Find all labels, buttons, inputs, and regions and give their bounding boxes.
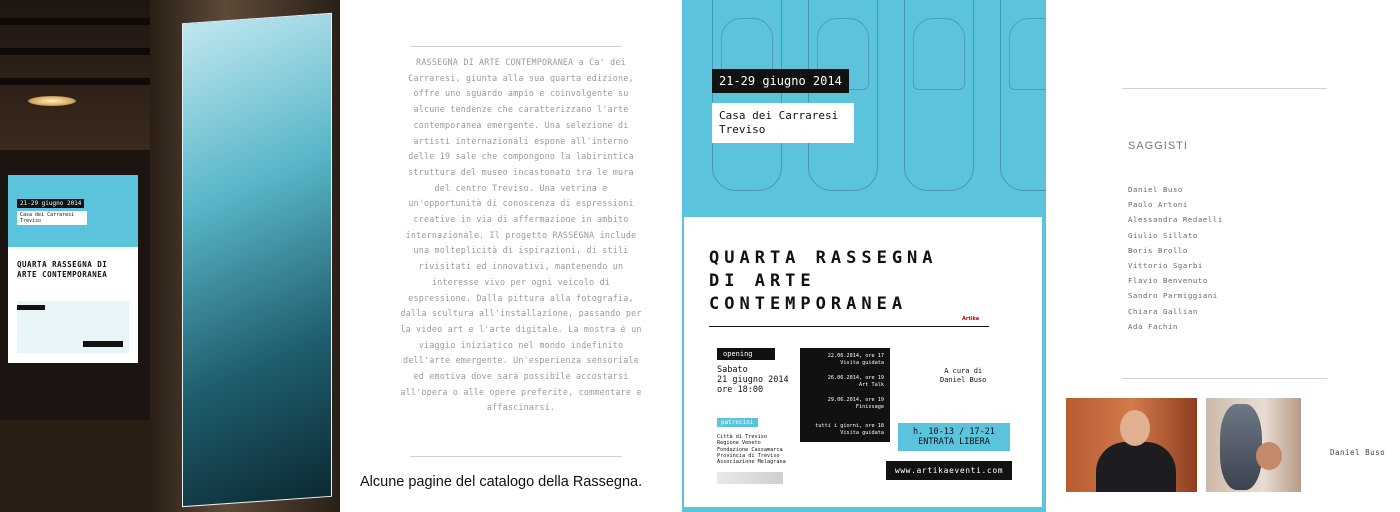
opening-hours: h. 10-13 / 17-21 — [913, 427, 995, 437]
essayist-name: Alessandra Redaelli — [1128, 215, 1223, 225]
patron: Regione Veneto — [717, 440, 761, 447]
catalogue-text-page — [340, 0, 682, 512]
event-item — [828, 375, 884, 388]
patrons-label: patrocini — [717, 418, 758, 427]
event-item — [828, 397, 884, 410]
hanging-poster — [8, 175, 138, 363]
hanging-poster-date: 21-29 giugno 2014 — [17, 199, 84, 208]
event-date: 29.06.2014, ore 19 — [827, 397, 884, 403]
essayist-name: Daniel Buso — [1128, 185, 1183, 194]
poster-title-line: CONTEMPORANEA — [709, 294, 908, 314]
poster-brand: Artika — [962, 316, 980, 322]
essayists-heading: SAGGISTI — [1128, 140, 1188, 152]
hanging-poster-venue: Casa dei Carraresi Treviso — [17, 211, 87, 225]
catalogue-caption: Alcune pagine del catalogo della Rassegna. — [360, 474, 643, 490]
ceiling-lamp — [28, 96, 76, 106]
events-box — [800, 348, 890, 442]
chair-illustration — [904, 0, 974, 191]
event-name: Art Talk — [859, 381, 884, 388]
essayist-name: Sandro Parmiggiani — [1128, 291, 1218, 301]
event-name: Visita guidata — [840, 359, 884, 366]
essayist-name: Flavio Benvenuto — [1128, 276, 1208, 286]
poster-title — [709, 247, 1009, 316]
top-divider — [1122, 88, 1327, 89]
poster-info-area — [684, 217, 1042, 507]
essayist-name: Vittorio Sgarbi — [1128, 261, 1203, 271]
patron: Fondazione Cassamarca — [717, 446, 783, 453]
bottom-divider — [410, 456, 622, 457]
essayist-name: Ada Fachin — [1128, 321, 1178, 331]
exhibition-photo — [0, 0, 340, 512]
opening-day: Sabato — [717, 365, 748, 375]
event-date: tutti i giorni, ore 18 — [815, 423, 884, 429]
curator-photo — [1066, 398, 1197, 492]
photo-caption: Daniel Buso — [1330, 448, 1386, 457]
patron: Associazione Melagrana — [717, 459, 786, 466]
top-divider — [410, 46, 622, 47]
poster-title-line: QUARTA RASSEGNA — [709, 248, 938, 268]
chair-illustration — [712, 0, 782, 191]
essayist-name: Giulio Sillato — [1128, 230, 1198, 240]
exhibition-poster — [682, 0, 1046, 512]
bottom-divider — [1122, 378, 1327, 379]
event-name: Finissage — [855, 403, 884, 410]
opening-label: opening — [717, 348, 775, 360]
essayists-list — [1128, 182, 1223, 334]
hanging-poster-title: QUARTA RASSEGNA DI ARTE CONTEMPORANEA — [17, 260, 108, 279]
poster-venue-city: Treviso — [719, 123, 766, 136]
essayist-name: Chiara Gallian — [1128, 306, 1198, 316]
poster-venue — [712, 103, 854, 143]
poster-title-line: DI ARTE — [709, 271, 816, 291]
curator-with-sculpture-photo — [1206, 398, 1301, 492]
poster-website: www.artikaeventi.com — [886, 461, 1012, 480]
event-date: 26.06.2014, ore 19 — [827, 375, 884, 381]
essayist-name: Boris Brollo — [1128, 245, 1188, 255]
opening-hours-badge — [898, 423, 1010, 451]
poster-title-underline — [709, 326, 989, 327]
patron: Città di Treviso — [717, 434, 767, 440]
curator-label: A cura di — [944, 367, 983, 375]
opening-details — [717, 365, 789, 395]
chair-illustration — [808, 0, 878, 191]
catalogue-intro-text: RASSEGNA DI ARTE CONTEMPORANEA a Ca' dei Carraresi, giunta alla sua quarta edizione, offre uno sguardo ampio e coinvolgente su alcune tendenze che caratterizzano l'arte contemporanea emergente. Una selezione di artisti internazionali espone all'interno delle 19 sale che compongono la labirintica struttura del museo incastonato tra le mura del centro Treviso. Una vetrina e un'opportunità di conoscenza di espressioni creative in via di affermazione in ambito internazionale. Il progetto RASSEGNA include una molteplicità di ispirazioni, di stili rivisitati ed innovativi, mantenendo un interesse vivo per ogni veicolo di espressione. Dalla pittura alla fotografia, dalla scultura all'installazione, passando per la video art e l'arte digitale. La mostra è un viaggio iniziatico nel mondo indefinito dell'arte emergente. Un'esperienza sensoriale ed emotiva dove sarà possibile accostarsi all'opera o alle opere preferite, commentare e affascinarsi. — [400, 57, 642, 413]
event-item — [828, 353, 884, 366]
curator — [940, 367, 986, 385]
opening-date: 21 giugno 2014 — [717, 375, 789, 385]
chair-illustration — [1000, 0, 1046, 191]
essayist-name: Paolo Artoni — [1128, 200, 1188, 210]
event-item — [815, 423, 884, 436]
poster-venue-name: Casa dei Carraresi — [719, 109, 839, 122]
free-entry: ENTRATA LIBERA — [918, 437, 990, 447]
patrons-list — [717, 434, 786, 465]
sponsor-logos — [717, 472, 783, 484]
opening-time: ore 18:00 — [717, 385, 764, 395]
event-date: 22.06.2014, ore 17 — [827, 353, 884, 359]
hanging-poster-info — [17, 301, 129, 353]
large-canvas-artwork — [182, 13, 332, 507]
essayists-page — [1046, 0, 1400, 512]
patron: Provincia di Treviso — [717, 452, 780, 459]
curator-name: Daniel Buso — [940, 376, 987, 384]
poster-date: 21-29 giugno 2014 — [712, 69, 849, 93]
event-name: Visita guidata — [840, 429, 884, 436]
